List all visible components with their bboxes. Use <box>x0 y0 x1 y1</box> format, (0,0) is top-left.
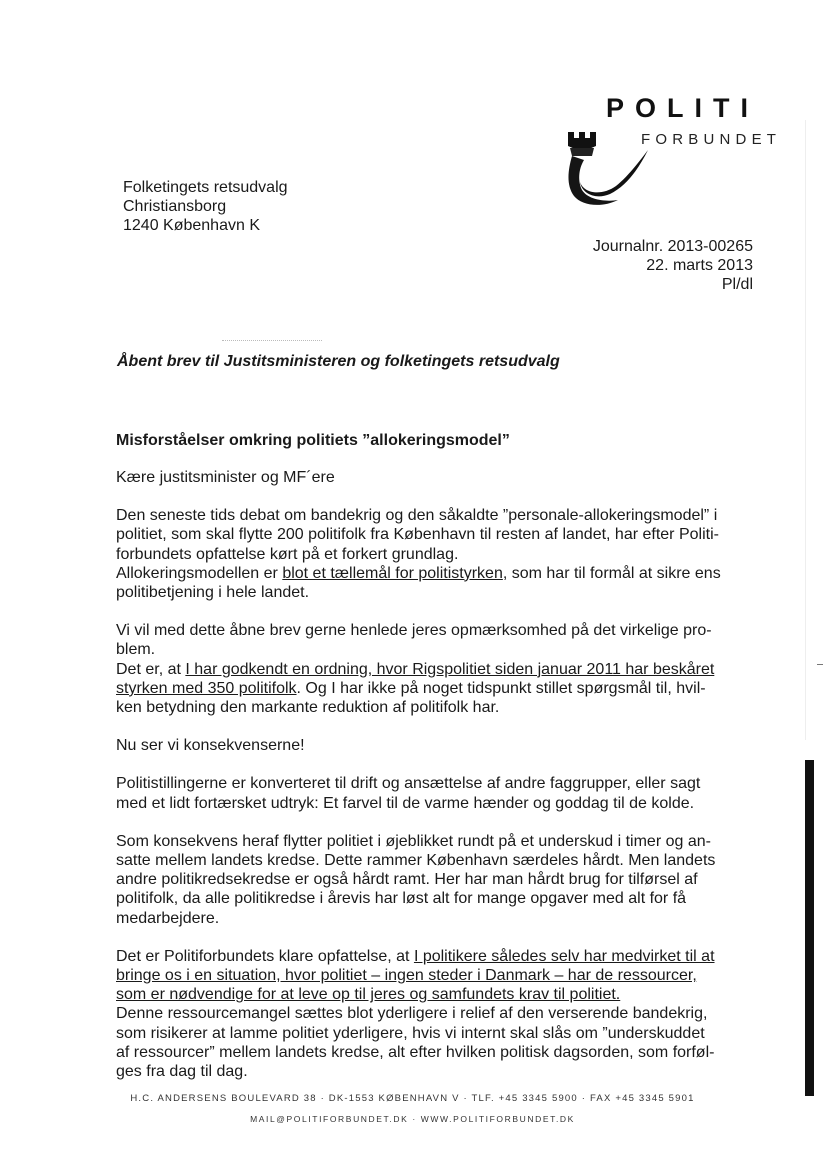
scan-edge <box>805 120 806 740</box>
paragraph-1 <box>116 506 766 602</box>
letter-body <box>116 468 766 1100</box>
underlined-text: som er nødvendige for at leve op til jeres og samfundets krav til politiet. <box>116 986 621 1004</box>
recipient-line: Folketingets retsudvalg <box>123 179 288 196</box>
police-crown-logo-icon <box>562 130 652 210</box>
underlined-text: I politikere således selv har medvirket til at <box>413 947 715 965</box>
text-line: satte mellem landets kredse. Dette rammer København særdeles hårdt. Men landets <box>116 852 716 870</box>
scan-mark <box>817 664 823 665</box>
underlined-text: I har godkendt en ordning, hvor Rigspolitiet siden januar 2011 har beskåret <box>185 660 715 678</box>
text-line: af ressourcer” mellem landets kredse, alt efter hvilken politisk dagsorden, som forføl- <box>116 1043 715 1061</box>
underlined-text: styrken med 350 politifolk <box>116 679 297 697</box>
recipient-line: 1240 København K <box>123 217 260 234</box>
journal-number: Journalnr. 2013-00265 <box>592 238 753 255</box>
footer-contact: MAIL@POLITIFORBUNDET.DK · WWW.POLITIFORBUNDET.DK <box>250 1114 575 1124</box>
text-line: ges fra dag til dag. <box>116 1063 248 1081</box>
recipient-line: Christiansborg <box>123 198 227 215</box>
text-line <box>116 947 766 966</box>
text-line: Vi vil med dette åbne brev gerne henlede jeres opmærksomhed på det virkelige pro- <box>116 622 712 640</box>
paragraph-6 <box>116 947 766 1081</box>
text-run: Det er, at <box>116 660 186 678</box>
letterhead-subtitle: FORBUNDET <box>641 131 782 148</box>
paragraph-3: Nu ser vi konsekvenserne! <box>116 737 305 755</box>
text-run: Det er Politiforbundets klare opfattelse, at <box>116 947 414 965</box>
text-run: Allokeringsmodellen er <box>116 564 283 582</box>
text-line: forbundets opfattelse kørt på et forkert grundlag. <box>116 545 459 563</box>
underlined-text: blot et tællemål for politistyrken <box>282 564 503 582</box>
divider <box>222 340 322 341</box>
text-line: politibetjening i hele landet. <box>116 584 310 602</box>
text-line: som risikerer at lamme politiet yderligere, hvis vi internt skal slås om ”underskuddet <box>116 1024 705 1042</box>
initials: Pl/dl <box>721 276 753 293</box>
letter-date: 22. marts 2013 <box>646 257 753 274</box>
text-line <box>116 660 766 679</box>
letterhead-title: POLITI <box>606 93 759 123</box>
paragraph-4 <box>116 774 766 812</box>
letter-meta <box>593 237 753 294</box>
paragraph-5 <box>116 832 766 928</box>
footer-address: H.C. ANDERSENS BOULEVARD 38 · DK-1553 KØBENHAVN V · TLF. +45 3345 5900 · FAX +45 3345 5901 <box>130 1093 695 1104</box>
letter-heading: Åbent brev til Justitsministeren og folketingets retsudvalg <box>117 353 560 370</box>
text-line: medarbejdere. <box>116 909 220 927</box>
text-run: , som har til formål at sikre ens <box>502 564 721 582</box>
scan-bar <box>805 760 814 1096</box>
text-line: politifolk, da alle politikredse i årevis har løst alt for mange opgaver med alt for få <box>116 890 687 908</box>
text-line: ken betydning den markante reduktion af politifolk har. <box>116 699 500 717</box>
text-line: blem. <box>116 641 156 659</box>
text-line <box>116 679 766 698</box>
text-line <box>116 564 766 583</box>
text-line: Som konsekvens heraf flytter politiet i øjeblikket rundt på et underskud i timer og an- <box>116 832 711 850</box>
paragraph-2 <box>116 621 766 717</box>
text-line: med et lidt fortærsket udtryk: Et farvel til de varme hænder og goddag til de kolde. <box>116 794 695 812</box>
text-line: politiet, som skal flytte 200 politifolk fra København til resten af landet, har efter Politi- <box>116 526 719 544</box>
text-line: andre politikredsekredse er også hårdt ramt. Her har man hårdt brug for tilførsel af <box>116 871 698 889</box>
salutation: Kære justitsminister og MF´ere <box>116 469 335 486</box>
recipient-address <box>123 178 288 235</box>
letter-subject: Misforståelser omkring politiets ”allokeringsmodel” <box>116 432 510 449</box>
text-line: Den seneste tids debat om bandekrig og den såkaldte ”personale-allokeringsmodel” i <box>116 507 718 525</box>
text-run: . Og I har ikke på noget tidspunkt stillet spørgsmål til, hvil- <box>296 679 706 697</box>
text-line: Denne ressourcemangel sættes blot yderligere i relief af den verserende bandekrig, <box>116 1005 708 1023</box>
underlined-text: bringe os i en situation, hvor politiet – ingen steder i Danmark – har de ressourcer, <box>116 967 697 985</box>
text-line: Politistillingerne er konverteret til drift og ansættelse af andre faggrupper, eller sagt <box>116 775 701 793</box>
